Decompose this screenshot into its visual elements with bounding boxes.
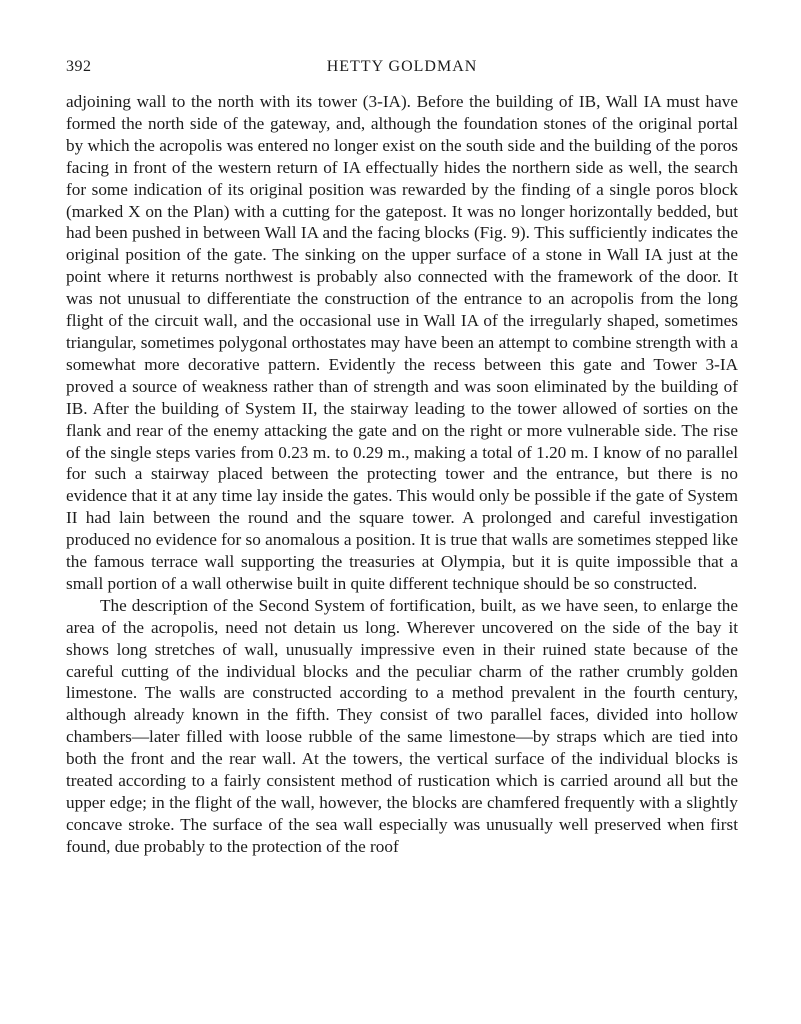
body-text — [66, 91, 738, 858]
page — [66, 58, 738, 858]
running-title: HETTY GOLDMAN — [326, 58, 478, 75]
paragraph-second-system: The description of the Second System of fortification, built, as we have seen, to enlarge the area of the acropolis, need not detain us long. Wherever uncovered on the side of the bay it shows long stretches of wall, unusually impressive even in their ruined state because of the careful cutting of the individual blocks and the peculiar charm of the rather crumbly golden limestone. The walls are constructed according to a method prevalent in the fourth century, although already known in the fifth. They consist of two parallel faces, divided into hollow chambers—later filled with loose rubble of the same limestone—by straps which are tied into both the front and the rear wall. At the towers, the vertical surface of the individual blocks is treated according to a fairly consistent method of rustication which is carried around all but the upper edge; in the flight of the wall, however, the blocks are chamfered frequently with a slightly concave stroke. The surface of the sea wall especially was unusually well preserved when first found, due probably to the protection of the roof — [66, 595, 738, 856]
page-number: 392 — [66, 58, 92, 75]
paragraph-continued: adjoining wall to the north with its tower (3-IA). Before the building of IB, Wall IA must have formed the north side of the gateway, and, although the foundation stones of the original portal by which the acropolis was entered no longer exist on the south side and the building of the poros facing in front of the western return of IA effectually hides the northern side as well, the search for some indication of its original position was rewarded by the finding of a single poros block (marked X on the Plan) with a cutting for the gatepost. It was no longer horizontally bedded, but had been pushed in between Wall IA and the facing blocks (Fig. 9). This sufficiently indicates the original position of the gate. The sinking on the upper surface of a stone in Wall IA just at the point where it returns northwest is probably also connected with the framework of the door. It was not unusual to differentiate the construction of the entrance to an acropolis from the long flight of the circuit wall, and the occasional use in Wall IA of the irregularly shaped, sometimes triangular, sometimes polygonal orthostates may have been an attempt to combine strength with a somewhat more decorative pattern. Evidently the recess between this gate and Tower 3-IA proved a source of weakness rather than of strength and was soon eliminated by the building of IB. After the building of System II, the stairway leading to the tower allowed of sorties on the flank and rear of the enemy attacking the gate and on the right or more vulnerable side. The rise of the single steps varies from 0.23 m. to 0.29 m., making a total of 1.20 m. I know of no parallel for such a stairway placed between the protecting tower and the entrance, but there is no evidence that it at any time lay inside the gates. This would only be possible if the gate of System II had lain between the round and the square tower. A prolonged and careful investigation produced no evidence for so anomalous a position. It is true that walls are sometimes stepped like the famous terrace wall supporting the treasuries at Olympia, but it is quite impossible that a small portion of a wall otherwise built in quite different technique should be so constructed. — [66, 92, 738, 593]
running-head — [66, 58, 738, 84]
